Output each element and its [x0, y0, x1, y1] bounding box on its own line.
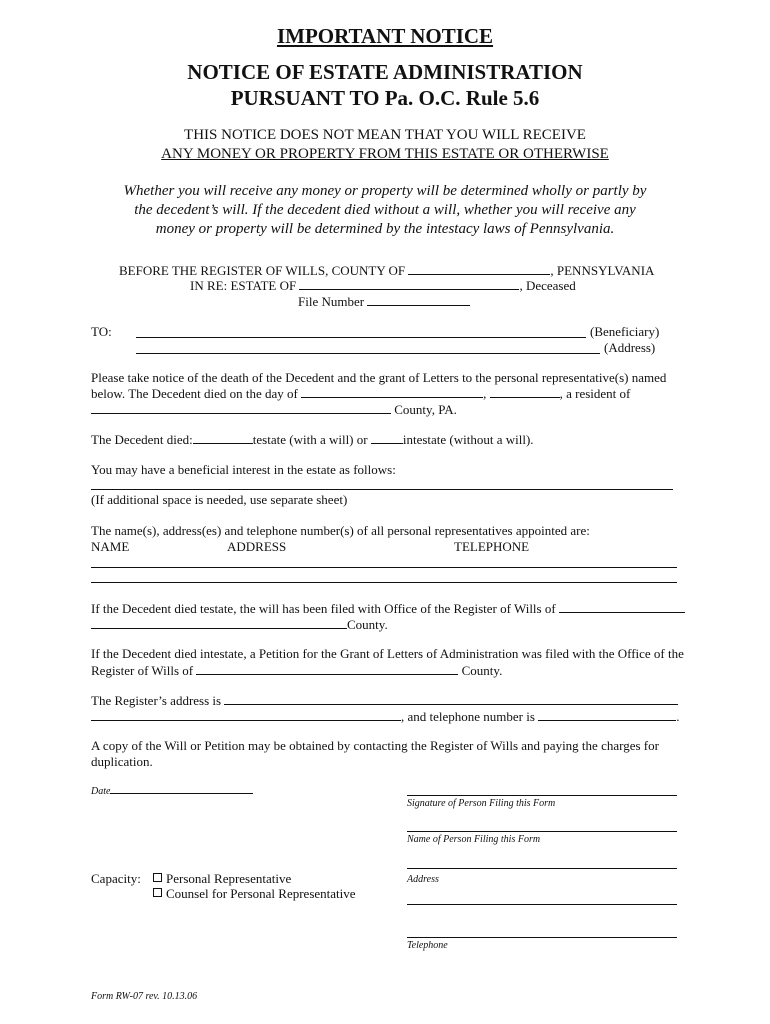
intestate-county-label: County.	[461, 663, 503, 678]
estate-of-label: IN RE: ESTATE OF	[190, 278, 297, 293]
county-field[interactable]	[408, 262, 550, 275]
important-notice-heading: IMPORTANT NOTICE	[276, 24, 494, 48]
register-telephone-label: , and telephone number is	[401, 709, 535, 724]
italic-note-line3: money or property will be determined by the intestacy laws of Pennsylvania.	[155, 221, 615, 237]
testate-county-label: County.	[347, 617, 388, 632]
beneficiary-field[interactable]	[136, 337, 586, 338]
intestate-label: intestate (without a will).	[402, 432, 534, 447]
register-address-line2	[91, 708, 679, 725]
beneficiary-address-field[interactable]	[136, 353, 600, 354]
testate-county-field[interactable]	[91, 616, 347, 629]
pennsylvania-label: , PENNSYLVANIA	[550, 263, 655, 278]
file-number-field[interactable]	[367, 293, 470, 306]
file-number-label: File Number	[298, 294, 365, 309]
intestate-register-label: Register of Wills of	[91, 663, 194, 678]
capacity-option-personal-rep[interactable]	[153, 871, 291, 887]
intestate-county-field[interactable]	[196, 662, 458, 675]
notice-line2	[91, 385, 630, 402]
personal-rep-label: Personal Representative	[166, 871, 292, 886]
date-line	[91, 784, 253, 797]
resident-of-label: , a resident of	[559, 386, 631, 401]
to-label: TO:	[91, 324, 112, 339]
address-label: (Address)	[604, 340, 656, 355]
signature-field[interactable]	[407, 795, 677, 796]
register-period: .	[676, 709, 680, 724]
register-telephone-field[interactable]	[538, 708, 676, 721]
copy-note-line2: duplication.	[91, 754, 153, 769]
col-telephone-header: TELEPHONE	[454, 539, 530, 554]
testate-section-line1	[91, 600, 685, 617]
checkbox-counsel[interactable]	[153, 888, 162, 897]
col-name-header: NAME	[91, 539, 130, 554]
testate-section-line2	[91, 616, 388, 633]
checkbox-personal-rep[interactable]	[153, 873, 162, 882]
beneficiary-label: (Beneficiary)	[590, 324, 660, 339]
decedent-died-label: The Decedent died:	[91, 432, 193, 447]
representatives-label: The name(s), address(es) and telephone number(s) of all personal representatives appointed are:	[91, 523, 590, 538]
estate-line	[190, 277, 576, 294]
form-id-footer: Form RW-07 rev. 10.13.06	[91, 991, 198, 1002]
notice-line1: Please take notice of the death of the Decedent and the grant of Letters to the personal representative(s) named	[91, 370, 667, 385]
filer-address-field-2[interactable]	[407, 904, 677, 905]
form-title-line2: PURSUANT TO Pa. O.C. Rule 5.6	[230, 86, 540, 110]
filer-address-field[interactable]	[407, 868, 677, 869]
copy-note-line1: A copy of the Will or Petition may be obtained by contacting the Register of Wills and paying the charges for	[91, 738, 659, 753]
testate-label: testate (with a will) or	[252, 432, 368, 447]
capacity-label: Capacity:	[91, 871, 141, 886]
date-label: Date	[91, 786, 111, 797]
filer-name-label: Name of Person Filing this Form	[407, 834, 541, 845]
col-address-header: ADDRESS	[227, 539, 287, 554]
intestate-section-line2	[91, 662, 502, 679]
disclaimer-line2: ANY MONEY OR PROPERTY FROM THIS ESTATE OR OTHERWISE	[161, 146, 609, 162]
register-county-label: BEFORE THE REGISTER OF WILLS, COUNTY OF	[119, 263, 406, 278]
counsel-label: Counsel for Personal Representative	[166, 886, 356, 901]
signature-label: Signature of Person Filing this Form	[407, 798, 556, 809]
county-pa-label: County, PA.	[394, 402, 457, 417]
intestate-mark-field[interactable]	[371, 431, 403, 444]
interest-label: You may have a beneficial interest in the estate as follows:	[91, 462, 396, 477]
register-address-label: The Register’s address is	[91, 693, 222, 708]
date-comma: ,	[483, 386, 487, 401]
file-number-line	[298, 293, 470, 310]
day-of-label: below. The Decedent died on the day of	[91, 386, 298, 401]
death-day-field[interactable]	[301, 385, 483, 398]
filer-telephone-label: Telephone	[407, 940, 448, 951]
form-title-line1: NOTICE OF ESTATE ADMINISTRATION	[187, 60, 583, 84]
representative-row-1[interactable]	[91, 567, 677, 568]
register-address-field-2[interactable]	[91, 708, 401, 721]
register-address-line1	[91, 692, 678, 709]
estate-name-field[interactable]	[299, 277, 519, 290]
intestate-section-line1: If the Decedent died intestate, a Petition for the Grant of Letters of Administration was filed with the Office of the	[91, 646, 684, 661]
register-address-field[interactable]	[224, 692, 678, 705]
representative-row-2[interactable]	[91, 582, 677, 583]
notice-line3	[91, 401, 457, 418]
filer-address-label: Address	[407, 874, 439, 885]
testate-register-field[interactable]	[559, 600, 685, 613]
interest-note: (If additional space is needed, use separate sheet)	[91, 492, 348, 507]
filer-telephone-field[interactable]	[407, 937, 677, 938]
italic-note-line2: the decedent’s will. If the decedent died without a will, whether you will receive any	[134, 202, 636, 218]
capacity-option-counsel[interactable]	[153, 886, 356, 902]
disclaimer-line1: THIS NOTICE DOES NOT MEAN THAT YOU WILL RECEIVE	[184, 127, 586, 143]
deceased-label: , Deceased	[519, 278, 576, 293]
testate-register-label: If the Decedent died testate, the will has been filed with Office of the Register of Wills of	[91, 601, 556, 616]
testate-mark-field[interactable]	[193, 431, 253, 444]
filer-name-field[interactable]	[407, 831, 677, 832]
death-year-field[interactable]	[490, 385, 560, 398]
interest-field[interactable]	[91, 489, 673, 490]
italic-note-line1: Whether you will receive any money or property will be determined wholly or partly by	[123, 183, 647, 199]
decedent-died-line	[91, 431, 534, 448]
date-field[interactable]	[110, 784, 253, 794]
residence-county-field[interactable]	[91, 401, 391, 414]
